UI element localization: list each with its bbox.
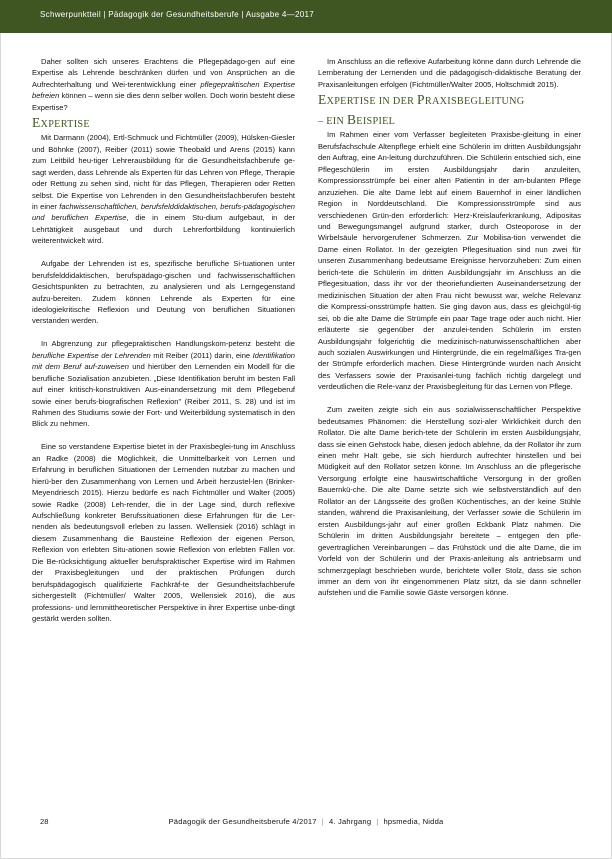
- page-footer: [0, 817, 612, 831]
- paragraph-lernberatung: Im Anschluss an die reflexive Aufarbeitung könne dann durch Lehrende die Lernberatung der Lernenden und die pädagogisch-didaktische Beratung der Praxisanleitungen erfolgen (Fichtmüller/Walter 2005, Holtschmidt 2015).: [318, 57, 581, 89]
- right-column: [318, 56, 581, 804]
- heading-initial-2: P: [417, 92, 425, 108]
- footer-separator-2: |: [376, 817, 379, 826]
- paragraph-text-b: mit Reiber (2011) darin, eine: [150, 350, 253, 360]
- heading-part-a: XPERTISE IN DER: [326, 96, 418, 108]
- heading-part-b: RAXISBEGLEITUNG: [424, 96, 525, 108]
- paragraph-text-b: können – wenn sie dies denn selber wollen. Doch worin besteht diese Expertise?: [32, 91, 295, 112]
- heading-initial: E: [318, 92, 327, 108]
- paragraph-text-a: Daher sollten sich unseres Erachtens die Pflegepädago-gen auf eine Expertise als Lehrende beschränken dürfen und von Ansprüchen an die Aufrechterhaltung und Wei-terentwicklung einer: [32, 57, 295, 89]
- folio-page-number: 28: [40, 817, 49, 826]
- running-header-text: Schwerpunktteil | Pädagogik der Gesundheitsberufe | Ausgabe 4—2017: [40, 10, 315, 19]
- left-column: [32, 56, 295, 804]
- footer-citation: [0, 817, 612, 826]
- section-heading-expertise: [32, 113, 295, 132]
- paragraph-emphasis: fachwissenschaftlichen, berufsfelddidaktischen, berufs-pädagogischen und beruflichen Expertise: [32, 201, 295, 223]
- paragraph-text-c: und hierüber den Lernenden ein Modell für die berufliche Sozialisation anzubieten. „Diese Identifikation beruht im besten Fall auf einer kritisch-konstruktiven Aus-einandersetzung mit dem Pflegeberuf sowie einer berufs-biografischen Reflexion" (Reiber 2011, S. 28) und ist im Rahmen des Studiums sowie der Fort- und Weiterbildung systematisch in den Blick zu nehmen.: [32, 362, 296, 429]
- running-header-bar: [0, 0, 612, 33]
- paragraph-text-a: In Abgrenzung zur pflegepraktischen Handlungskom-petenz besteht die: [41, 339, 295, 349]
- heading-line2-rest: EISPIEL: [356, 116, 396, 128]
- footer-publisher: hpsmedia, Nidda: [383, 817, 444, 826]
- paragraph-rollator-phenomenon: Zum zweiten zeigte sich ein aus sozialwissenschaftlicher Perspektive bedeutsames Phänomen: die Herstellung sozi-aler Wirklichkeit durch den Rollator. Die alte Dame berich-tete der Schülerin im ersten Ausbildungsjahr, dass sie einen Gehstock habe, diesen jedoch ablehne, da der Rollator ihr zum einen mehr Halt gebe, sie sich hierdurch aufrechter hinstellen und bei Müdigkeit auf den Rollator setzen könne. Im Anschluss an die pflegerische Versorgung erfolgte eine hauswirtschaftliche Versorgung in der großen Bauernkü-che. Die alte Dame setzte sich wie selbstverständlich auf den Rollator an der Längsseite des großen Küchentisches, an der keine Stühle standen, während die Praxisanleitung, der Verfasser sowie die Schülerin im ersten Ausbildungs-jahr auf einer großen Eckbank Platz nahmen. Die Schülerin im dritten Ausbildungsjahr bereitete – entgegen den pfle-gevertraglichen Vereinbarungen – das Frühstück und die alte Dame, die im Vorfeld von der Schülerin und der Praxis-anleitung als antriebsarm und schmerzgeplagt beschrieben wurde, berichtete voller Stolz, dass sie schon immer an dem von ihr eingenommenen Platz sitzt, da sie dann schneller aufstehen und die Familie sowie Gäste versorgen könne.: [318, 405, 581, 598]
- paragraph-text-b: , die in einem Stu-dium aufgebaut, in der Lehrtätigkeit ausgebaut und durch Lehrerfortbildung kontinuierlich weiterentwickelt wird.: [32, 213, 295, 246]
- paragraph-emphasis-1: berufliche Expertise der Lehrenden: [32, 350, 151, 360]
- heading-line2-small: EIN: [326, 116, 347, 128]
- heading-dash: –: [318, 116, 327, 128]
- footer-volume: 4. Jahrgang: [328, 817, 372, 826]
- heading-initial: E: [32, 115, 41, 131]
- paragraph-teacher-tasks: Aufgabe der Lehrenden ist es, spezifische berufliche Si-tuationen unter berufsfelddidaktischen, berufspädago-gischen und fachwissenschaftlichen Gesichtspunkten zu betrachten, zu analysieren und als Lerngegenstand aufzu-bereiten. Zudem können Lehrende als Experten für eine ideologiekritische Reflexion und Deutung von beruflichen Situationen verstanden werden.: [32, 259, 295, 326]
- paragraph-reiber: [32, 338, 295, 430]
- paragraph-expertise-definition: [32, 132, 295, 247]
- text-columns: [32, 56, 581, 804]
- paragraph-emphasis-2: Identifikation mit dem Beruf auf-zuweisen: [32, 350, 295, 372]
- footer-journal: Pädagogik der Gesundheitsberufe 4/2017: [168, 817, 317, 826]
- paragraph-emphasis: pflegepraktischen Expertise befreien: [32, 79, 295, 101]
- section-heading-praxisbegleitung: [318, 90, 581, 129]
- paragraph-case-example: Im Rahmen einer vom Verfasser begleiteten Praxisbe-gleitung in einer Berufsfachschule Altenpflege erhielt eine Schülerin im dritten Ausbildungsjahr den Auftrag, eine An-leitung durchzuführen. Die Schülerin entschied sich, eine Pflegeschülerin im ersten Ausbildungsjahr darin anzuleiten, Kompressionsstrümpfe bei einer alten Patientin in der am-bulanten Pflege anzuziehen. Die alte Dame lebt auf einem Bauernhof in einer ländlichen Region in Norddeutschland. Die Kompressionsstrümpfe sind aus verschiedenen Grün-den erforderlich: Herz-Kreislauferkrankung, Adipositas und Bewegungsmangel aufgrund starker, durch Osteoporose in der Wirbelsäule hervorgerufener Schmerzen. Zur Mobilisa-tion verwendet die Dame einen Rollator. In der gezeigten Pflegesituation sind nun zwei für unseren Zusammenhang bedeutsame Ereignisse hervorzuheben: Zum einen berich-tete die Schülerin im dritten Ausbildungsjahr im Anschluss an die Pflegesituation, dass ihr vor der theoriefundierten Auseinandersetzung der medizinischen Situation der alten Frau nicht bewusst war, welche Relevanz die Kompressi-onsstrümpfe hatten. Sie ging davon aus, dass es gleichgül-tig sei, ob die alte Dame die Strümpfe ein paar Tage trage oder auch nicht. Hier erläuterte sie gegenüber der anzulei-tenden Schülerin im ersten Ausbildungsjahr folgerichtig die medizinisch-naturwissenschaftlichen aber auch sozialen Auswirkungen und Hintergründe, die ein regelmäßiges Tra-gen der Strümpfe erforderlich machen. Diese Hintergründe wurden nach Ansicht des Verfassers sowie der Praxisanlei-tung fachlich richtig dargelegt und verdeutlichen die Rele-vanz der Praxisbegleitung für das Lernen von Pflege.: [318, 130, 581, 392]
- heading-rest: XPERTISE: [40, 119, 90, 131]
- footer-separator-1: |: [321, 817, 324, 826]
- paragraph-text-a: Mit Darmann (2004), Ertl-Schmuck und Fichtmüller (2009), Hülsken-Giesler und Böhnke (2007), Reiber (2011) sowie Theobald und Arens (2015) kann zum Leitbild heu-tiger Lehrerausbildung für die Gesundheitsfachberufe ge-sagt werden, dass Lehrende als Experten für das Lehren von Pflege, Therapie oder Rettung zu sehen sind, nicht für das Pflegen, Therapieren oder Retten selbst. Die Expertise von Lehrenden in den Gesundheitsfachberufen besteht in einer: [32, 133, 295, 211]
- paragraph-continued: [32, 56, 295, 113]
- paragraph-praxisbegleitung: Eine so verstandene Expertise bietet in der Praxisbeglei-tung im Anschluss an Radke (2008) die Möglichkeit, die Unmittelbarkeit von Lernen und Erfahrung in beruflichen Situationen der Lernenden nutzbar zu machen und hierü-ber den Zusammenhang von Lernen und Arbeit herzustel-len (Brinker-Meyendriesch 2015). Hierzu bedürfe es nach Fichtmüller und Walter (2005) sowie Radke (2008) Leh-render, die in der Lage sind, durch reflexive Aufschließung konkreter Berufssituationen diese Erfahrungen für die Ler-nenden als bedeutungsvoll erleben zu lassen. Wellensiek (2016) schlägt in diesem Zusammenhang die Bausteine Reflexion der eigenen Person, Reflexion von erlebten Situ-ationen sowie Reflexion von erlebten Fällen vor. Die Be-rücksichtigung aktueller berufspraktischer Expertise wird im Rahmen der Praxisbegleitungen und der praktischen Prüfungen durch berufspädagogisch qualifizierte Fachkräf-te der Gesundheitsfachberufe sichergestellt (Fichtmüller/ Walter 2005, Wellensiek 2016), die aus professions- und lernmittheoretischer Perspektive in ihrer Expertise unbe-dingt gestärkt werden sollten.: [32, 442, 295, 624]
- heading-line2-initial: B: [346, 112, 357, 128]
- heading-subtitle: [318, 110, 581, 129]
